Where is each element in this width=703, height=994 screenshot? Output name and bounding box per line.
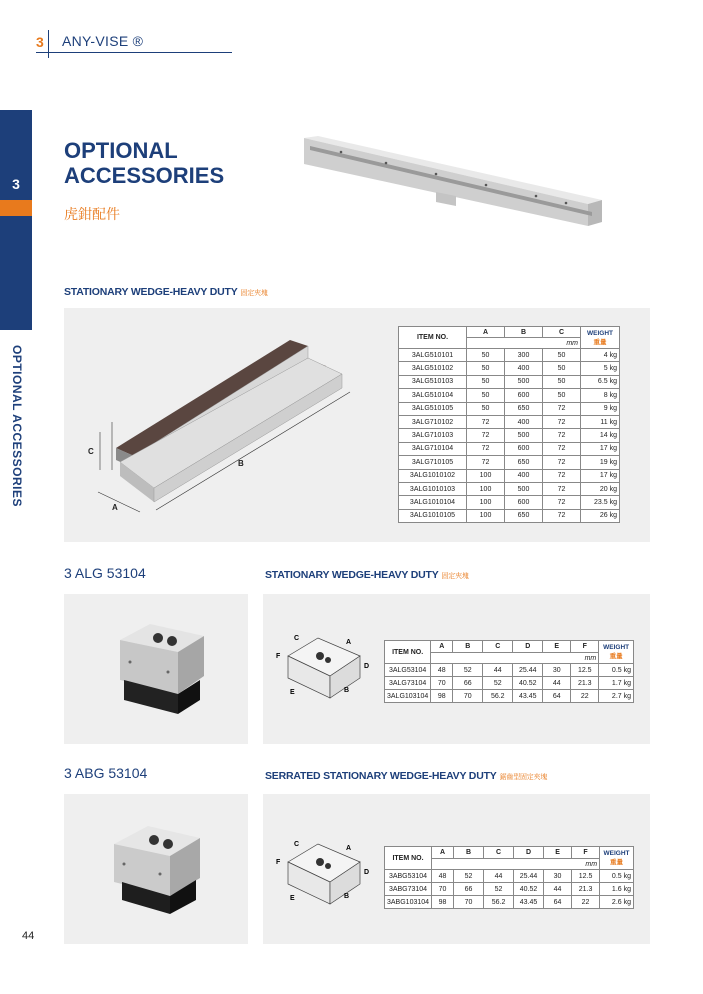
table-cell: 17 kg [581, 442, 620, 455]
table-cell: 3ALG73104 [385, 677, 431, 690]
table-cell: 11 kg [581, 415, 620, 428]
abg-col-item-no: ITEM NO. [385, 847, 432, 870]
table-cell: 98 [431, 690, 453, 703]
table-row [385, 690, 634, 703]
wedge-hd-table-wrap [398, 326, 620, 523]
table-cell: 52 [484, 883, 514, 896]
side-tab-number: 3 [12, 176, 20, 192]
table-cell: 3ALG1010104 [399, 496, 467, 509]
table-cell: 100 [467, 509, 505, 522]
table-cell: 52 [483, 677, 513, 690]
table-cell: 100 [467, 469, 505, 482]
abg-col-weight: WEIGHT 重量 [600, 847, 634, 870]
table-row [385, 870, 634, 883]
alg-dim-e: E [290, 689, 295, 696]
table-cell: 50 [543, 349, 581, 362]
table-cell: 3ALG510105 [399, 402, 467, 415]
table-cell: 44 [544, 883, 572, 896]
abg-dim-c: C [294, 841, 300, 848]
abg-unit-label: mm [432, 859, 600, 870]
table-cell: 3ALG510102 [399, 362, 467, 375]
table-cell: 650 [505, 509, 543, 522]
table-cell: 72 [543, 402, 581, 415]
table-cell: 25.44 [513, 664, 543, 677]
alg-dim-b: B [344, 687, 350, 694]
alg-col-d: D [513, 641, 543, 653]
table-cell: 3ALG1010102 [399, 469, 467, 482]
col-a: A [467, 327, 505, 338]
table-cell: 50 [467, 389, 505, 402]
table-cell: 72 [467, 456, 505, 469]
abg-dim-e: E [290, 895, 295, 902]
table-cell: 12.5 [572, 870, 600, 883]
section-title-cn: 虎鉗配件 [64, 206, 120, 222]
table-cell: 72 [543, 429, 581, 442]
table-row [399, 442, 620, 455]
table-cell: 72 [467, 429, 505, 442]
alg-drawing [272, 626, 376, 716]
abg-dim-b: B [344, 893, 350, 900]
table-cell: 70 [453, 690, 483, 703]
table-cell: 400 [505, 362, 543, 375]
table-cell: 1.7 kg [599, 677, 634, 690]
table-cell: 9 kg [581, 402, 620, 415]
table-cell: 50 [543, 375, 581, 388]
table-row [399, 389, 620, 402]
table-cell: 3ABG53104 [385, 870, 432, 883]
table-cell: 56.2 [484, 896, 514, 909]
abg-col-e: E [544, 847, 572, 859]
table-cell: 100 [467, 482, 505, 495]
table-cell: 600 [505, 442, 543, 455]
table-cell: 56.2 [483, 690, 513, 703]
wedge-hd-dim-b: B [238, 459, 244, 468]
table-cell: 650 [505, 456, 543, 469]
table-cell: 3ALG510103 [399, 375, 467, 388]
abg-drawing [272, 832, 376, 922]
table-cell: 44 [543, 677, 571, 690]
table-cell: 44 [484, 870, 514, 883]
alg-model-label: 3 ALG 53104 [64, 565, 146, 581]
table-cell: 600 [505, 496, 543, 509]
table-cell: 3ALG710105 [399, 456, 467, 469]
table-cell: 40.52 [514, 883, 544, 896]
alg-heading-cn: 固定夾塊 [441, 573, 469, 580]
alg-dim-c: C [294, 635, 300, 642]
table-cell: 30 [544, 870, 572, 883]
alg-col-weight: WEIGHT 重量 [599, 641, 634, 664]
table-cell: 650 [505, 402, 543, 415]
alg-col-b: B [453, 641, 483, 653]
alg-col-item-no: ITEM NO. [385, 641, 431, 664]
alg-heading [265, 569, 469, 581]
abg-table [384, 846, 634, 909]
table-cell: 66 [454, 883, 484, 896]
alg-dim-a: A [346, 639, 352, 646]
table-cell: 500 [505, 375, 543, 388]
alg-dim-d: D [364, 663, 370, 670]
table-row [399, 362, 620, 375]
table-cell: 400 [505, 415, 543, 428]
col-item-no: ITEM NO. [399, 327, 467, 349]
table-cell: 44 [483, 664, 513, 677]
table-row [385, 896, 634, 909]
table-row [399, 456, 620, 469]
table-row [385, 664, 634, 677]
table-cell: 43.45 [514, 896, 544, 909]
table-cell: 1.6 kg [600, 883, 634, 896]
abg-model-label: 3 ABG 53104 [64, 765, 148, 781]
table-cell: 3ALG510104 [399, 389, 467, 402]
side-tab-bar [0, 110, 32, 330]
table-cell: 52 [453, 664, 483, 677]
table-cell: 50 [467, 349, 505, 362]
table-row [399, 349, 620, 362]
table-cell: 400 [505, 469, 543, 482]
table-cell: 66 [453, 677, 483, 690]
alg-col-e: E [543, 641, 571, 653]
alg-dim-f: F [276, 653, 281, 660]
alg-col-f: F [571, 641, 599, 653]
section-title-line2: ACCESSORIES [64, 163, 225, 188]
table-cell: 52 [454, 870, 484, 883]
abg-col-d: D [514, 847, 544, 859]
table-row [399, 469, 620, 482]
table-cell: 3ABG103104 [385, 896, 432, 909]
table-cell: 70 [431, 677, 453, 690]
abg-col-f: F [572, 847, 600, 859]
table-cell: 3ABG73104 [385, 883, 432, 896]
wedge-hd-heading-text: STATIONARY WEDGE-HEAVY DUTY [64, 286, 238, 298]
table-cell: 3ALG710104 [399, 442, 467, 455]
table-cell: 25.44 [514, 870, 544, 883]
table-cell: 8 kg [581, 389, 620, 402]
col-weight: WEIGHT 重量 [581, 327, 620, 349]
side-tab-marker [0, 200, 32, 216]
table-cell: 72 [543, 415, 581, 428]
wedge-hd-table [398, 326, 620, 523]
table-cell: 22 [571, 690, 599, 703]
table-cell: 50 [543, 389, 581, 402]
alg-heading-text: STATIONARY WEDGE-HEAVY DUTY [265, 569, 439, 581]
table-cell: 100 [467, 496, 505, 509]
table-cell: 72 [543, 482, 581, 495]
table-cell: 64 [543, 690, 571, 703]
table-cell: 500 [505, 482, 543, 495]
table-cell: 2.7 kg [599, 690, 634, 703]
table-cell: 12.5 [571, 664, 599, 677]
table-cell: 43.45 [513, 690, 543, 703]
table-cell: 50 [543, 362, 581, 375]
table-cell: 21.3 [572, 883, 600, 896]
table-cell: 70 [454, 896, 484, 909]
section-title-line1: OPTIONAL [64, 138, 178, 163]
abg-col-c: C [484, 847, 514, 859]
header-section-number: 3 [36, 34, 44, 50]
wedge-hd-dim-a: A [112, 503, 118, 512]
section-title [64, 138, 224, 188]
col-c: C [543, 327, 581, 338]
table-cell: 17 kg [581, 469, 620, 482]
table-cell: 48 [431, 664, 453, 677]
abg-col-a: A [432, 847, 454, 859]
abg-heading-text: SERRATED STATIONARY WEDGE-HEAVY DUTY [265, 770, 497, 782]
table-cell: 50 [467, 402, 505, 415]
page-number: 44 [22, 930, 35, 942]
table-cell: 40.52 [513, 677, 543, 690]
table-cell: 72 [543, 469, 581, 482]
table-cell: 98 [432, 896, 454, 909]
table-row [399, 482, 620, 495]
table-cell: 14 kg [581, 429, 620, 442]
table-row [399, 415, 620, 428]
table-cell: 0.5 kg [600, 870, 634, 883]
abg-dim-a: A [346, 845, 352, 852]
header-title: ANY-VISE ® [62, 33, 144, 49]
table-row [399, 496, 620, 509]
table-cell: 3ALG53104 [385, 664, 431, 677]
table-cell: 0.5 kg [599, 664, 634, 677]
table-cell: 19 kg [581, 456, 620, 469]
wedge-hd-heading [64, 286, 268, 298]
abg-product-photo [100, 814, 220, 924]
table-cell: 3ALG103104 [385, 690, 431, 703]
table-cell: 30 [543, 664, 571, 677]
table-row [385, 883, 634, 896]
table-cell: 3ALG710103 [399, 429, 467, 442]
abg-heading [265, 770, 547, 782]
alg-table-wrap [384, 640, 634, 703]
table-cell: 3ALG510101 [399, 349, 467, 362]
table-cell: 6.5 kg [581, 375, 620, 388]
unit-label: mm [467, 338, 581, 349]
table-row [385, 677, 634, 690]
abg-col-b: B [454, 847, 484, 859]
table-cell: 70 [432, 883, 454, 896]
wedge-hd-heading-cn: 固定夾塊 [240, 290, 268, 297]
header-divider [48, 30, 49, 58]
table-cell: 500 [505, 429, 543, 442]
table-cell: 2.6 kg [600, 896, 634, 909]
header-underline [36, 52, 232, 53]
table-cell: 3ALG1010103 [399, 482, 467, 495]
table-cell: 23.5 kg [581, 496, 620, 509]
wedge-hd-drawing [80, 330, 360, 530]
wedge-rail-hero-image [296, 130, 608, 230]
table-row [399, 402, 620, 415]
table-cell: 22 [572, 896, 600, 909]
alg-product-photo [100, 614, 220, 724]
alg-table [384, 640, 634, 703]
table-cell: 20 kg [581, 482, 620, 495]
abg-heading-cn: 鋸齒型固定夾塊 [499, 774, 548, 781]
table-cell: 21.3 [571, 677, 599, 690]
table-cell: 4 kg [581, 349, 620, 362]
table-row [399, 375, 620, 388]
table-cell: 72 [543, 496, 581, 509]
table-row [399, 509, 620, 522]
alg-unit-label: mm [431, 653, 599, 664]
table-cell: 300 [505, 349, 543, 362]
table-row [399, 429, 620, 442]
table-cell: 72 [467, 442, 505, 455]
table-cell: 3ALG1010105 [399, 509, 467, 522]
table-cell: 64 [544, 896, 572, 909]
alg-col-c: C [483, 641, 513, 653]
table-cell: 72 [543, 509, 581, 522]
table-cell: 48 [432, 870, 454, 883]
table-cell: 600 [505, 389, 543, 402]
table-cell: 5 kg [581, 362, 620, 375]
abg-table-wrap [384, 846, 634, 909]
table-cell: 72 [467, 415, 505, 428]
table-cell: 3ALG710102 [399, 415, 467, 428]
abg-dim-d: D [364, 869, 370, 876]
table-cell: 50 [467, 362, 505, 375]
wedge-hd-dim-c: C [88, 447, 94, 456]
table-cell: 72 [543, 456, 581, 469]
side-tab-label: OPTIONAL ACCESSORIES [10, 345, 24, 508]
alg-col-a: A [431, 641, 453, 653]
col-b: B [505, 327, 543, 338]
table-cell: 26 kg [581, 509, 620, 522]
table-cell: 72 [543, 442, 581, 455]
abg-dim-f: F [276, 859, 281, 866]
table-cell: 50 [467, 375, 505, 388]
